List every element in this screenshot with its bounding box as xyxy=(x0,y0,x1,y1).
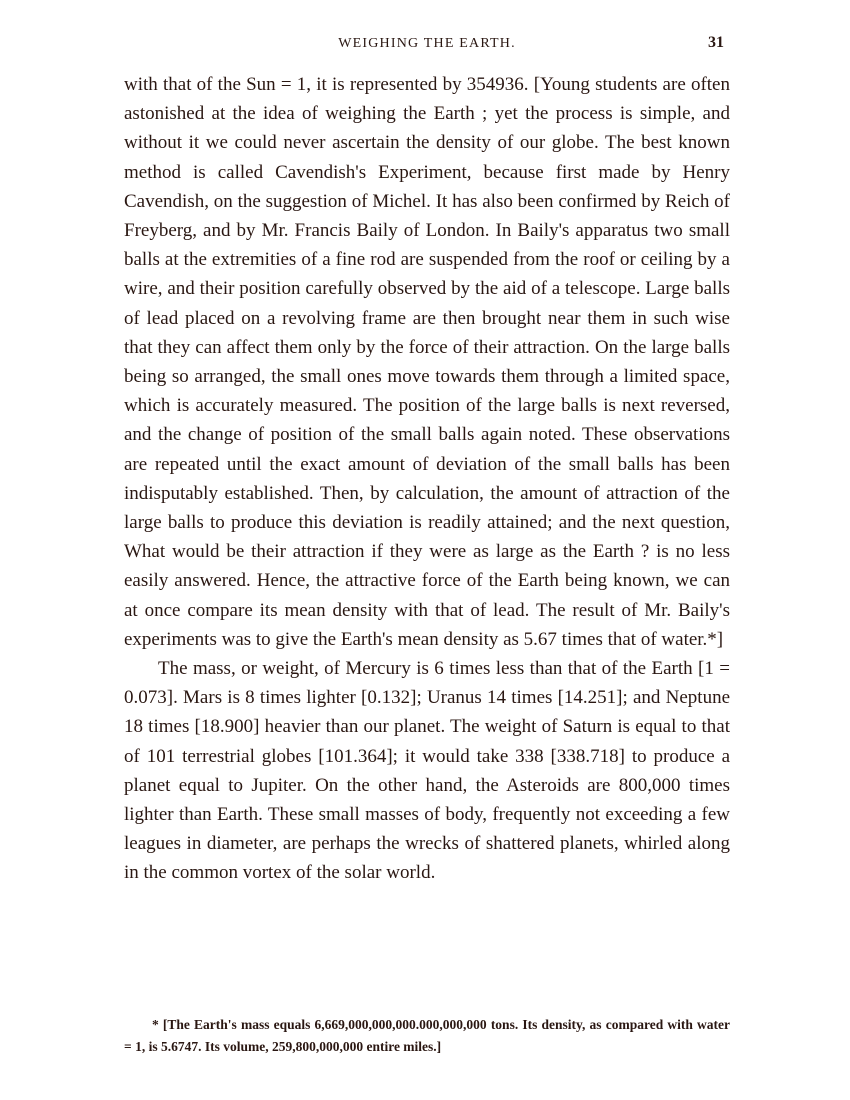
paragraph: The mass, or weight, of Mercury is 6 times less than that of the Earth [1 = 0.073]. Mars is 8 times lighter [0.132]; Uranus 14 times [14.251]; and Neptune 18 times [18.900] heavier than our planet. The weight of Saturn is equal to that of 101 terrestrial globes [101.364]; it would take 338 [338.718] to produce a planet equal to Jupiter. On the other hand, the Asteroids are 800,000 times lighter than Earth. These small masses of body, frequently not exceeding a few leagues in diameter, are perhaps the wrecks of shattered planets, whirled along in the common vortex of the solar world. xyxy=(124,658,730,884)
page-number: 31 xyxy=(708,34,724,51)
running-head xyxy=(124,34,730,58)
paragraph: with that of the Sun = 1, it is represented by 354936. [Young students are often astonished at the idea of weighing the Earth ; yet the process is simple, and without it we could never ascertain the density of our globe. The best known method is called Cavendish's Experiment, because first made by Henry Cavendish, on the suggestion of Michel. It has also been confirmed by Reich of Freyberg, and by Mr. Francis Baily of London. In Baily's apparatus two small balls at the extremities of a fine rod are suspended from the roof or ceiling by a wire, and their position carefully observed by the aid of a telescope. Large balls of lead placed on a revolving frame are then brought near them in such wise that they can affect them only by the force of their attraction. On the large balls being so arranged, the small ones move towards them through a limited space, which is accurately measured. The position of the large balls is next reversed, and the change of position of the small balls again noted. These observations are repeated until the exact amount of deviation of the small balls has been indisputably established. Then, by calculation, the amount of attraction of the large balls to produce this deviation is readily attained; and the next question, What would be their attraction if they were as large as the Earth ? is no less easily answered. Hence, the attractive force of the Earth being known, we can at once compare its mean density with that of lead. The result of Mr. Baily's experiments was to give the Earth's mean density as 5.67 times that of water.*] xyxy=(124,74,730,650)
footnote xyxy=(124,1014,730,1058)
running-title: WEIGHING THE EARTH. xyxy=(338,36,516,51)
footnote-text: * [The Earth's mass equals 6,669,000,000,000.000,000,000 tons. Its density, as compared with water = 1, is 5.6747. Its volume, 259,800,000,000 entire miles.] xyxy=(124,1017,730,1054)
body-text xyxy=(124,70,730,888)
